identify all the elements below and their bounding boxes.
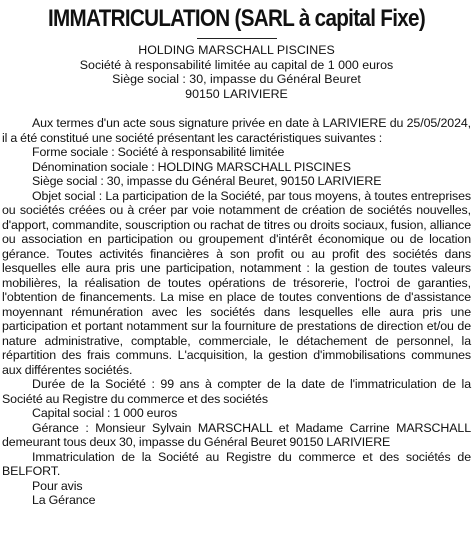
siege-social: Siège social : 30, impasse du Général Beuret, 90150 LARIVIERE	[32, 174, 382, 188]
objet-social: Objet social : La participation de la Société, par tous moyens, à toutes entreprises ou sociétés créées ou à créer par voie notamment de création de sociétés nouvelles, d'apport, commandite, souscription ou rachat de titres ou droits sociaux, fusion, alliance ou association en participation ou groupement d'intérêt économique ou de location gérance. Toutes activités financières à son profit ou au profit des sociétés dans lesquelles elle aura pris une participation, notamment : la gestion de toutes valeurs mobilières, la réalisation de toutes opérations de trésorerie, l'octroi de garanties, l'obtention de financements. La mise en place de toutes conventions de d'assistance moyennant rémunération avec les sociétés dans lesquelles elle aura pris une participation et portant notamment sur la fourniture de prestations de direction et/ou de nature administrative, comptable, commerciale, le détachement de personnel, la répartition des frais communs. L'acquisition, la gestion d'immobilisations communes aux différentes sociétés.	[2, 188, 471, 377]
immatriculation: Immatriculation de la Société au Registre du commerce et des sociétés de BELFORT.	[2, 449, 471, 478]
company-name: HOLDING MARSCHALL PISCINES	[138, 43, 335, 57]
title-divider	[197, 38, 277, 39]
company-seat: Siège social : 30, impasse du Général Beuret	[112, 72, 361, 86]
forme-sociale: Forme sociale : Société à responsabilité limitée	[32, 145, 285, 159]
gerance: Gérance : Monsieur Sylvain MARSCHALL et Madame Carrine MARSCHALL demeurant tous deux 30, impasse du Général Beuret 90150 LARIVIERE	[2, 420, 471, 449]
pour-avis: Pour avis	[32, 478, 83, 493]
company-city: 90150 LARIVIERE	[185, 86, 288, 101]
intro-paragraph: Aux termes d'un acte sous signature privée en date à LARIVIERE du 25/05/2024, il a été constitué une société présentant les caractéristiques suivantes :	[2, 116, 471, 145]
company-header	[2, 43, 471, 101]
duree-societe: Durée de la Société : 99 ans à compter de la date de l'immatriculation de la Société au Registre du commerce et des sociétés	[2, 377, 471, 406]
capital-social: Capital social : 1 000 euros	[32, 406, 178, 420]
section-gap	[2, 101, 471, 116]
company-form: Société à responsabilité limitée au capital de 1 000 euros	[79, 57, 394, 72]
signature: La Gérance	[32, 493, 96, 507]
notice-title: IMMATRICULATION (SARL à capital Fixe)	[47, 5, 426, 32]
notice-body	[2, 116, 471, 508]
denomination-sociale: Dénomination sociale : HOLDING MARSCHALL PISCINES	[32, 159, 351, 174]
legal-notice	[0, 4, 473, 546]
